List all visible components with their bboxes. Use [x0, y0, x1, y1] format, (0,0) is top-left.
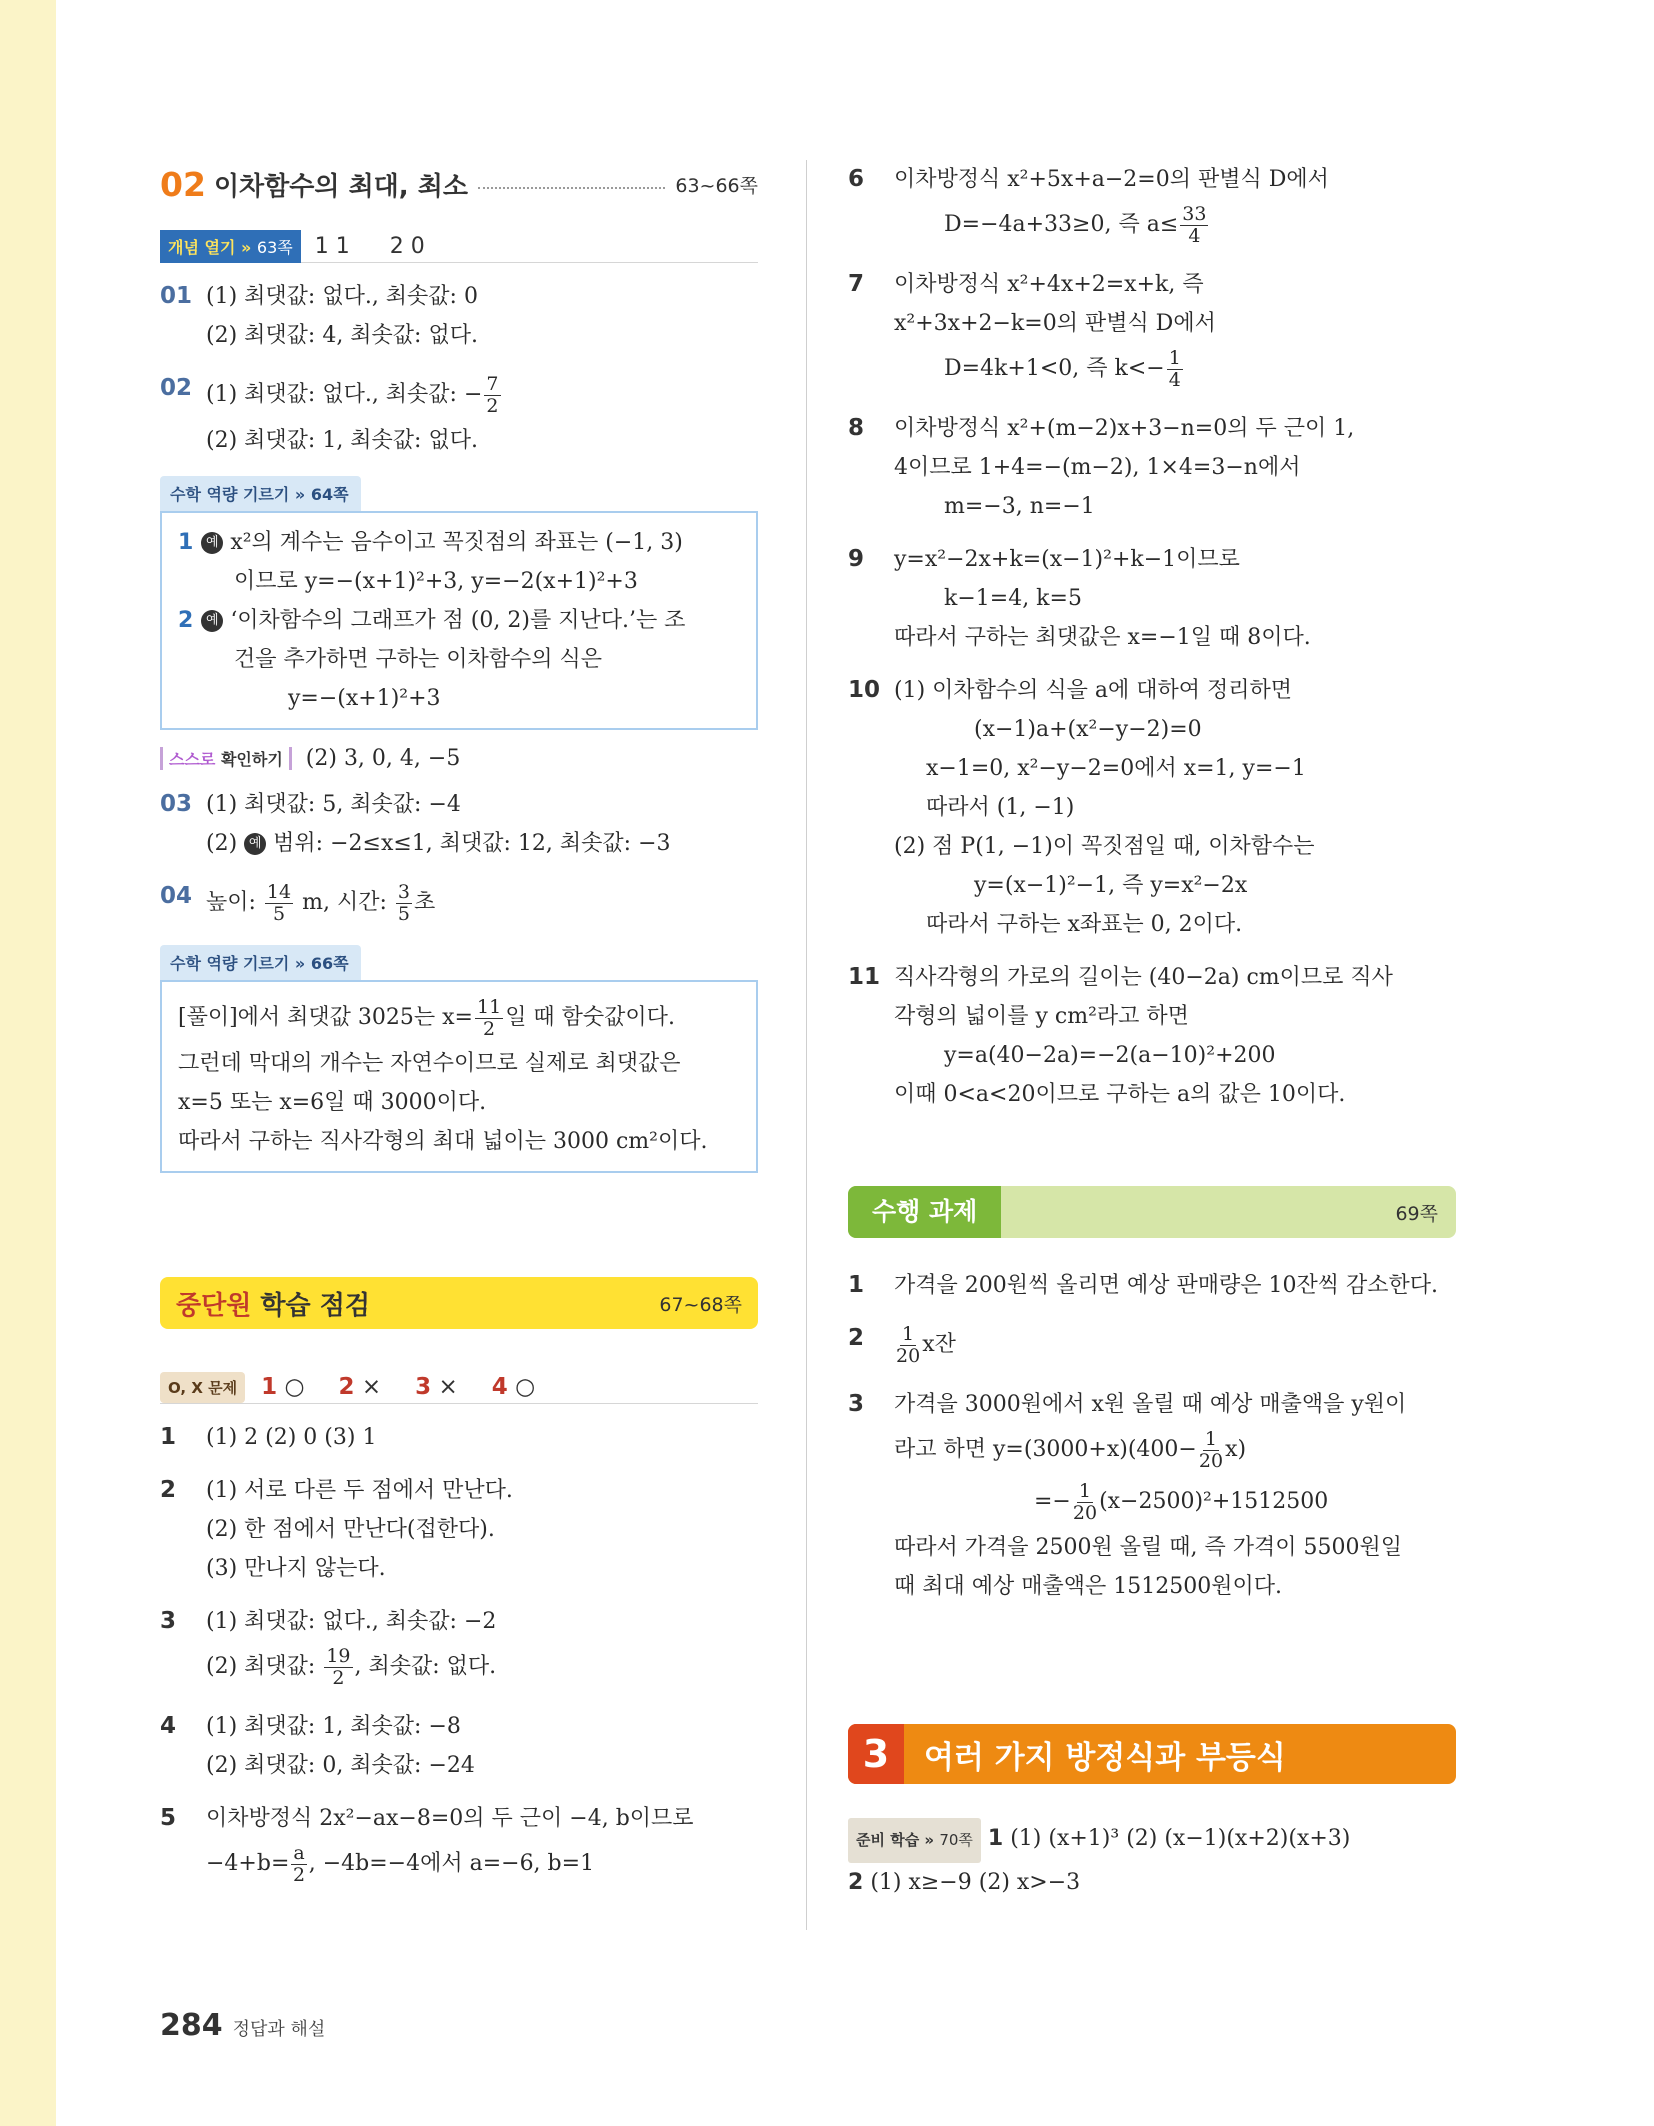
fraction: $\frac{14}{5}$: [266, 880, 292, 925]
left-column: [160, 160, 758, 1890]
review-1: 1 (1) 2 (2) 0 (3) 1: [160, 1424, 377, 1450]
review-3: 3 (1) 최댓값: 없다., 최솟값: −2 (2) 최댓값: $\frac{19}{2}$ , 최솟값: 없다.: [160, 1608, 497, 1689]
prep-tag: 준비 학습 » 70쪽: [848, 1818, 981, 1863]
chapter-number: 3: [848, 1724, 904, 1784]
box-line: x=5 또는 x=6일 때 3000이다.: [178, 1090, 487, 1115]
self-check-row: [160, 746, 758, 771]
example-icon: 예: [201, 610, 223, 632]
self-check-tag: 스스로 확인하기: [160, 747, 292, 770]
task-title: 수행 과제: [848, 1186, 1001, 1238]
review-4: 4 (1) 최댓값: 1, 최솟값: −8 (2) 최댓값: 0, 최솟값: −24: [160, 1713, 475, 1778]
competency-box-2: [풀이]에서 최댓값 3025는 x= $\frac{11}{2}$ 일 때 함숫값이다. 그런데 막대의 개수는 자연수이므로 실제로 최댓값은 x=5 또는 x=6일 때 3000이다. 따라서 구하는 직사각형의 최대 넓이는 3000 cm²이다.: [160, 980, 758, 1173]
fraction: $\frac{1}{20}$: [896, 1322, 921, 1367]
box-line: 이므로 y=−(x+1)²+3, y=−2(x+1)²+3: [234, 569, 638, 594]
problem-02: [160, 369, 758, 460]
section-header: [160, 160, 758, 208]
fraction: $\frac{3}{5}$: [397, 880, 410, 925]
fraction: $\frac{33}{4}$: [1182, 202, 1207, 247]
problem-number: 03: [160, 791, 193, 817]
fraction: $\frac{7}{2}$: [486, 372, 499, 417]
prep-row: 준비 학습 » 70쪽 1 (1) (x+1)³ (2) (x−1)(x+2)(x+3) 2 (1) x≥−9 (2) x>−3: [848, 1818, 1456, 1902]
fraction: $\frac{1}{20}$: [1072, 1479, 1098, 1524]
box-line: x²의 계수는 음수이고 꼭짓점의 좌표는 (−1, 3): [230, 530, 683, 555]
problem-9: 9 y=x²−2x+k=(x−1)²+k−1이므로 k−1=4, k=5 따라서 구하는 최댓값은 x=−1일 때 8이다.: [848, 546, 1311, 650]
review-5: 5 이차방정식 2x²−ax−8=0의 두 근이 −4, b이므로 −4+b= $\frac{a}{2}$ , −4b=−4에서 a=−6, b=1: [160, 1805, 694, 1886]
problem-10: 10 (1) 이차함수의 식을 a에 대하여 정리하면 (x−1)a+(x²−y−2)=0 x−1=0, x²−y−2=0에서 x=1, y=−1 따라서 (1, −1) (2) 점 P(1, −1)이 꼭짓점일 때, 이차함수는 y=(x−1)²−1, 즉 y=x²−2x 따라서 구하는 x좌표는 0, 2이다.: [848, 677, 1315, 937]
review-2: 2 (1) 서로 다른 두 점에서 만난다. (2) 한 점에서 만난다(접한다). (3) 만나지 않는다.: [160, 1477, 513, 1581]
concept-answer-2: 2 0: [389, 233, 425, 259]
task-banner: [848, 1186, 1456, 1238]
answer-line: (2) 최댓값: 1, 최솟값: 없다.: [206, 428, 478, 453]
problem-04: 04 높이: $\frac{14}{5}$ m, 시간: $\frac{3}{5}$ 초: [160, 877, 758, 929]
review-banner: [160, 1277, 758, 1329]
page-footer: [160, 2008, 325, 2043]
concept-row: [160, 230, 758, 263]
section-title: 이차함수의 최대, 최소: [213, 171, 468, 202]
box-line: y=−(x+1)²+3: [288, 686, 441, 711]
ox-tag: O, X 문제: [160, 1372, 245, 1403]
problem-7: 7 이차방정식 x²+4x+2=x+k, 즉 x²+3x+2−k=0의 판별식 D에서 D=4k+1<0, 즉 k<− $\frac{1}{4}$: [848, 271, 1216, 391]
fraction: $\frac{11}{2}$: [477, 995, 502, 1040]
column-divider: [806, 160, 807, 1930]
task-pages: 69쪽: [1395, 1202, 1438, 1225]
chapter-banner: [848, 1724, 1456, 1784]
page-number: 284: [160, 2008, 223, 2043]
answer-text: (1) 최댓값: 없다., 최솟값: −: [206, 382, 483, 407]
problem-11: 11 직사각형의 가로의 길이는 (40−2a) cm이므로 직사 각형의 넓이를 y cm²라고 하면 y=a(40−2a)=−2(a−10)²+200 이때 0<a<20이므로 구하는 a의 값은 10이다.: [848, 964, 1393, 1107]
answer-line: (1) 최댓값: 없다., 최솟값: 0: [206, 284, 478, 309]
self-check-answer: (2) 3, 0, 4, −5: [305, 746, 461, 771]
answer-line: (1) 최댓값: 5, 최솟값: −4: [206, 792, 461, 817]
competency-box-1: 1 예 x²의 계수는 음수이고 꼭짓점의 좌표는 (−1, 3) 이므로 y=−(x+1)²+3, y=−2(x+1)²+3 2 예 ‘이차함수의 그래프가 점 (0, 2)를 지난다.’는 조 건을 추가하면 구하는 이차함수의 식은 y=−(x+1)²+3: [160, 511, 758, 730]
problem-01: [160, 277, 758, 355]
box-line: 따라서 구하는 직사각형의 최대 넓이는 3000 cm²이다.: [178, 1129, 708, 1154]
problem-number: 01: [160, 283, 193, 309]
review-pages: 67~68쪽: [659, 1293, 742, 1316]
ox-row: O, X 문제 1 ○ 2 × 3 × 4 ○: [160, 1371, 758, 1404]
fraction: $\frac{1}{4}$: [1168, 346, 1181, 391]
box-line: 건을 추가하면 구하는 이차함수의 식은: [234, 647, 603, 672]
right-column: [848, 160, 1456, 1902]
section-pages: 63~66쪽: [675, 174, 758, 197]
fraction: $\frac{1}{20}$: [1198, 1427, 1224, 1472]
dotted-leader: [478, 187, 665, 189]
answer-line: (2) 최댓값: 4, 최솟값: 없다.: [206, 323, 478, 348]
concept-tag: 개념 열기 » 63쪽: [160, 230, 301, 263]
competency-tab-1: 수학 역량 기르기 » 64쪽: [160, 476, 361, 511]
box-line: ‘이차함수의 그래프가 점 (0, 2)를 지난다.’는 조: [230, 608, 686, 633]
section-number: 02: [160, 164, 206, 204]
example-icon: 예: [201, 532, 223, 554]
task-2: 2 $\frac{1}{20}$ x잔: [848, 1322, 956, 1367]
review-title: 중단원 학습 점검: [176, 1290, 370, 1321]
fraction: $\frac{19}{2}$: [326, 1644, 351, 1689]
problem-number: 02: [160, 375, 193, 401]
problem-6: 6 이차방정식 x²+5x+a−2=0의 판별식 D에서 D=−4a+33≥0, 즉 a≤ $\frac{33}{4}$: [848, 166, 1329, 247]
concept-answer-1: 1 1: [314, 233, 350, 259]
task-1: 1 가격을 200원씩 올리면 예상 판매량은 10잔씩 감소한다.: [848, 1272, 1438, 1298]
margin-strip: [0, 0, 56, 2126]
problem-03: 03 (1) 최댓값: 5, 최솟값: −4 (2) 예 범위: −2≤x≤1, 최댓값: 12, 최솟값: −3: [160, 785, 758, 863]
task-3: 3 가격을 3000원에서 x원 올릴 때 예상 매출액을 y원이 라고 하면 y=(3000+x)(400− $\frac{1}{20}$ x) =− $\frac{1}{20}$ (x−2500)²+1512500 따라서 가격을 2500원 올릴 때, 즉 가격이 5500원일 때 최대 예상 매출액은 1512500원이다.: [848, 1391, 1407, 1599]
fraction: $\frac{a}{2}$: [293, 1841, 306, 1886]
answer-text: 범위: −2≤x≤1, 최댓값: 12, 최솟값: −3: [273, 831, 671, 856]
footer-label: 정답과 해설: [232, 2019, 326, 2040]
competency-tab-2: 수학 역량 기르기 » 66쪽: [160, 945, 361, 980]
problem-number: 04: [160, 883, 193, 909]
example-icon: 예: [244, 833, 266, 855]
box-line: 그런데 막대의 개수는 자연수이므로 실제로 최댓값은: [178, 1051, 681, 1076]
problem-8: 8 이차방정식 x²+(m−2)x+3−n=0의 두 근이 1, 4이므로 1+4=−(m−2), 1×4=3−n에서 m=−3, n=−1: [848, 415, 1355, 519]
chapter-title: 여러 가지 방정식과 부등식: [924, 1739, 1286, 1776]
